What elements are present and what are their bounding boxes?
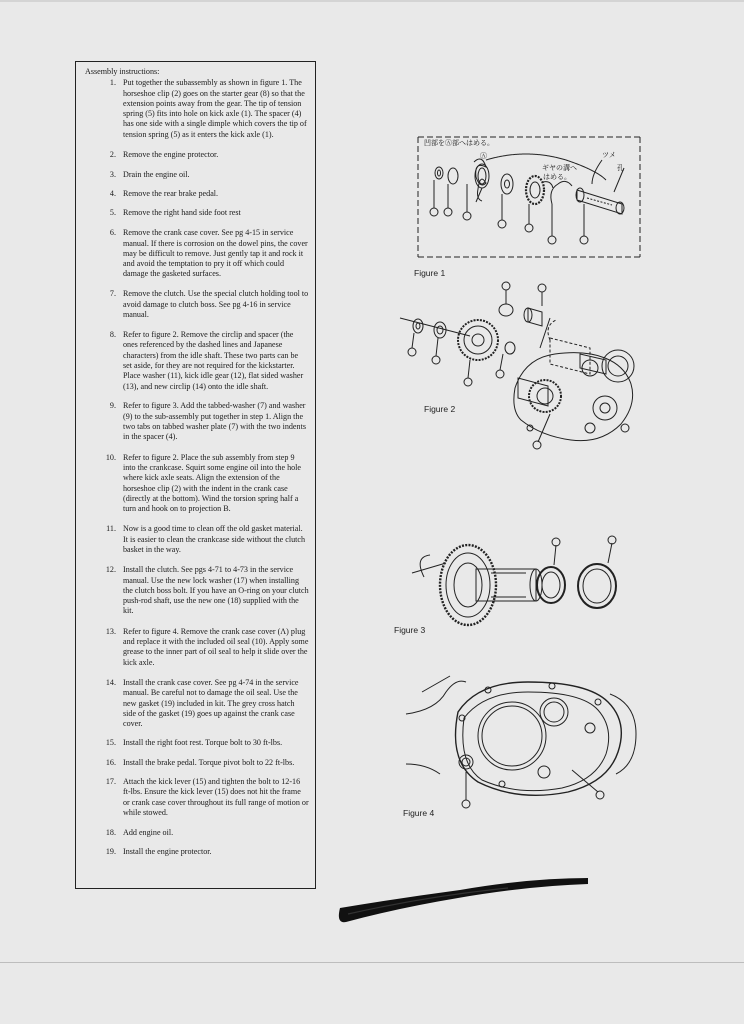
instruction-step [84,828,309,838]
step-number: 6. [109,228,116,238]
step-text: Remove the clutch. Use the special clutch holding tool to avoid damage to clutch boss. See pg 4-16 in service manual. [123,289,309,319]
step-number: 12. [105,565,116,575]
step-number: 17. [105,777,116,787]
step-text: Install the right foot rest. Torque bolt to 30 ft-lbs. [123,738,283,748]
instruction-step [84,401,309,442]
step-number: 14. [105,677,116,687]
page-top-edge [0,0,744,2]
step-number: 16. [105,757,116,767]
step-text: Remove the engine protector. [123,150,219,160]
figure-4-label: Figure 4 [403,808,435,818]
step-number: 8. [109,330,116,340]
step-text: Install the brake pedal. Torque pivot bolt to 22 ft-lbs. [123,757,295,767]
step-text: Put together the subassembly as shown in figure 1. The horseshoe clip (2) goes on the starter gear (8) so that the extension points away from the gear. The tip of tension spring (5) fits into hole on kick axle (1). The spacer (4) has one side with a single dimple which covers the tip of tension spring (5) as it enters the kick axle (1). [123,78,307,139]
step-text: Install the clutch. See pgs 4-71 to 4-73 in the service manual. Use the new lock washer (17) when installing the clutch boss bolt. If you have an O-ring on your clutch push-rod shaft, use the new one (18) supplied with the kit. [123,565,309,616]
instruction-step [84,289,309,320]
figure-2-diagram [400,278,640,453]
figure-1-japanese-note: 凹部をⒶ部へはめる。 [424,139,494,147]
step-text: Drain the engine oil. [123,169,190,179]
step-number: 9. [109,401,116,411]
step-text: Install the crank case cover. See pg 4-74 in the service manual. Be careful not to damage the oil seal. Use the new gasket (19) included in kit. The grey cross hatch side of the gasket (19) goes up against the crank case cover. [123,677,299,729]
step-text: Refer to figure 2. Place the sub assembly from step 9 into the crankcase. Squirt some engine oil into the hole where kick axle seats. Align the extension of the horseshoe clip (2) with the indent in the crank case (directly at the bottom). Wind the torsion spring half a turn and hook on to projection B. [123,452,302,514]
instruction-step [84,170,309,180]
instruction-step [84,78,309,140]
figure-1-claw-note: ツメ [602,151,616,159]
figure-4-diagram [402,672,642,812]
step-number: 13. [105,626,116,636]
step-number: 11. [106,524,116,534]
instruction-step [84,738,309,748]
step-number: 4. [109,189,116,199]
figure-3-diagram [406,535,626,630]
step-text: Remove the rear brake pedal. [123,189,219,199]
figure-1-gear-note-line2: はめる。 [543,173,571,181]
step-number: 2. [109,150,116,160]
instruction-step [84,847,309,857]
step-number: 7. [109,289,116,299]
instruction-step [84,189,309,199]
instruction-step [84,524,309,555]
step-text: Refer to figure 4. Remove the crank case cover (Λ) plug and replace it with the included oil seal (10). Apply some grease to the inner part of oil seal to help it slide over the kick axle. [123,626,309,667]
step-number: 19. [105,847,116,857]
marker-smudge [338,870,593,930]
figure-2-label: Figure 2 [424,404,456,414]
step-text: Install the engine protector. [123,847,212,857]
figure-1-callout-a: Ⓐ [480,152,487,160]
instruction-step [84,777,309,818]
instruction-step [84,758,309,768]
instruction-step [84,150,309,160]
step-number: 5. [109,208,116,218]
step-text: Remove the right hand side foot rest [123,208,241,218]
instruction-step [84,627,309,668]
step-text: Now is a good time to clean off the old gasket material. It is easier to clean the crankcase side without the clutch basket in the way. [123,524,306,554]
assembly-instructions-box [75,61,316,889]
figure-3-label: Figure 3 [394,625,426,635]
step-number: 18. [105,827,116,837]
instruction-step [84,453,309,515]
figure-1-gear-note-line1: ギヤの溝へ [542,164,577,172]
step-text: Refer to figure 3. Add the tabbed-washer (7) and washer (9) to the sub-assembly put together in step 1. Align the two tabs on tabbed washer plate (7) with the two indents in the spacer (4). [123,401,306,442]
instruction-step [84,208,309,218]
page-bottom-edge [0,962,744,963]
instruction-step [84,565,309,616]
figure-1-diagram [412,132,644,262]
step-text: Attach the kick lever (15) and tighten the bolt to 12-16 ft-lbs. Ensure the kick lever (15) does not hit the frame or crank case cover throughout its full range of motion or while stowed. [123,777,309,817]
instruction-step [84,330,309,392]
instruction-step [84,228,309,279]
step-text: Refer to figure 2. Remove the circlip and spacer (the ones referenced by the dashed lines and Japanese characters) from the idle shaft. These two parts can be set aside, for they are not required for the kickstarter. Place washer (11), kick idle gear (12), flat sided washer (13), and new circlip (14) onto the idle shaft. [123,330,304,391]
instructions-heading: Assembly instructions: [85,67,160,76]
instruction-steps-list [84,78,309,857]
step-number: 15. [105,738,116,748]
step-text: Add engine oil. [123,827,174,837]
figure-1-label: Figure 1 [414,268,446,278]
instruction-step [84,678,309,729]
step-number: 1. [109,78,116,88]
figure-1-hole-note: 孔 [617,164,624,172]
step-number: 10. [105,452,116,462]
step-number: 3. [109,169,116,179]
step-text: Remove the crank case cover. See pg 4-15 in service manual. If there is corrosion on the dowel pins, the cover may be difficult to remove. Just gently tap it and rock it and avoid the temptation to pry it off which could damage the gasketed surfaces. [123,228,308,279]
